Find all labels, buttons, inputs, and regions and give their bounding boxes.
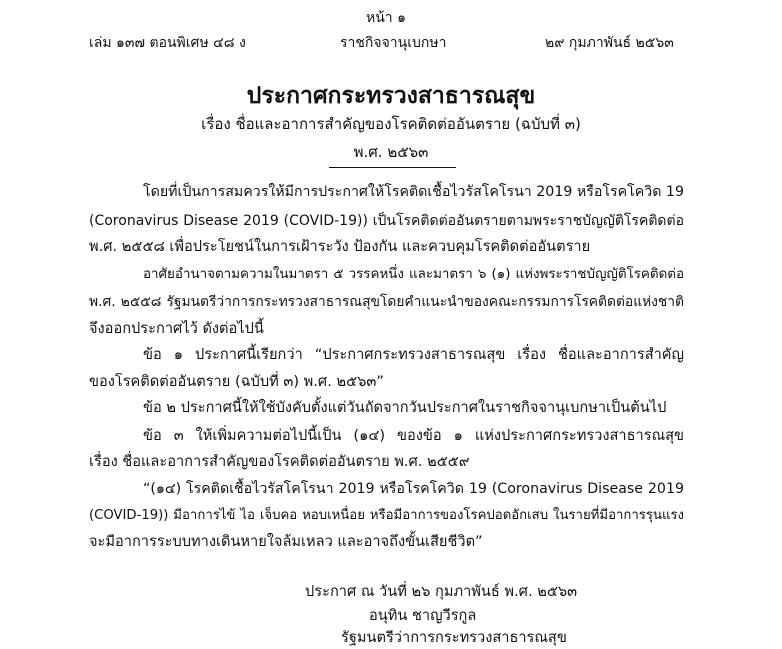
body-line-8: ของโรคติดต่ออันตราย (ฉบับที่ ๓) พ.ศ. ๒๕๖๓” [89,373,384,390]
body-line-10: ข้อ ๓ ให้เพิ่มความต่อไปนี้เป็น (๑๔) ของข้อ ๑ แห่งประกาศกระทรวงสาธารณสุข [143,427,684,444]
body-line-7: ข้อ ๑ ประกาศนี้เรียกว่า “ประกาศกระทรวงสาธารณสุข เรื่อง ชื่อและอาการสำคัญ [143,346,684,363]
signatory-position: รัฐมนตรีว่าการกระทรวงสาธารณสุข [341,629,567,646]
body-line-5: พ.ศ. ๒๕๕๘ รัฐมนตรีว่าการกระทรวงสาธารณสุขโดยคำแนะนำของคณะกรรมการโรคติดต่อแห่งชาติ [89,294,684,310]
gazette-date: ๒๙ กุมภาพันธ์ ๒๕๖๓ [545,35,674,51]
announcement-year: พ.ศ. ๒๕๖๓ [353,143,429,161]
body-line-1: โดยที่เป็นการสมควรให้มีการประกาศให้โรคติดเชื้อไวรัสโคโรนา 2019 หรือโรคโควิด 19 [143,184,684,200]
title-divider [329,167,456,168]
announcement-date: ประกาศ ณ วันที่ ๒๖ กุมภาพันธ์ พ.ศ. ๒๕๖๓ [305,583,578,600]
signatory-name: อนุทิน ชาญวีรกูล [369,607,477,624]
volume-info: เล่ม ๑๓๗ ตอนพิเศษ ๔๘ ง [89,35,246,51]
announcement-subject: เรื่อง ชื่อและอาการสำคัญของโรคติดต่ออันตราย (ฉบับที่ ๓) [201,115,581,133]
body-line-4: อาศัยอำนาจตามความในมาตรา ๕ วรรคหนึ่ง และมาตรา ๖ (๑) แห่งพระราชบัญญัติโรคติดต่อ [143,267,684,282]
announcement-title: ประกาศกระทรวงสาธารณสุข [246,83,536,109]
body-line-11: เรื่อง ชื่อและอาการสำคัญของโรคติดต่ออันตราย พ.ศ. ๒๕๕๙ [89,453,470,470]
body-line-3: พ.ศ. ๒๕๕๘ เพื่อประโยชน์ในการเฝ้าระวัง ป้องกัน และควบคุมโรคติดต่ออันตราย [89,238,591,255]
body-line-6: จึงออกประกาศไว้ ดังต่อไปนี้ [89,320,264,337]
gazette-name: ราชกิจจานุเบกษา [340,35,447,51]
body-line-9: ข้อ ๒ ประกาศนี้ให้ใช้บังคับตั้งแต่วันถัดจากวันประกาศในราชกิจจานุเบกษาเป็นต้นไป [143,399,667,416]
page-number: หน้า ๑ [366,10,406,26]
body-line-14: จะมีอาการระบบทางเดินหายใจล้มเหลว และอาจถึงขั้นเสียชีวิต” [89,533,483,550]
body-line-2: (Coronavirus Disease 2019 (COVID-19)) เป็นโรคติดต่ออันตรายตามพระราชบัญญัติโรคติดต่อ [89,213,684,229]
body-line-13: (COVID-19)) มีอาการไข้ ไอ เจ็บคอ หอบเหนื่อย หรือมีอาการของโรคปอดอักเสบ ในรายที่มีอาการรุนแรง [89,508,684,523]
body-line-12: “(๑๔) โรคติดเชื้อไวรัสโคโรนา 2019 หรือโรคโควิด 19 (Coronavirus Disease 2019 [143,481,684,497]
